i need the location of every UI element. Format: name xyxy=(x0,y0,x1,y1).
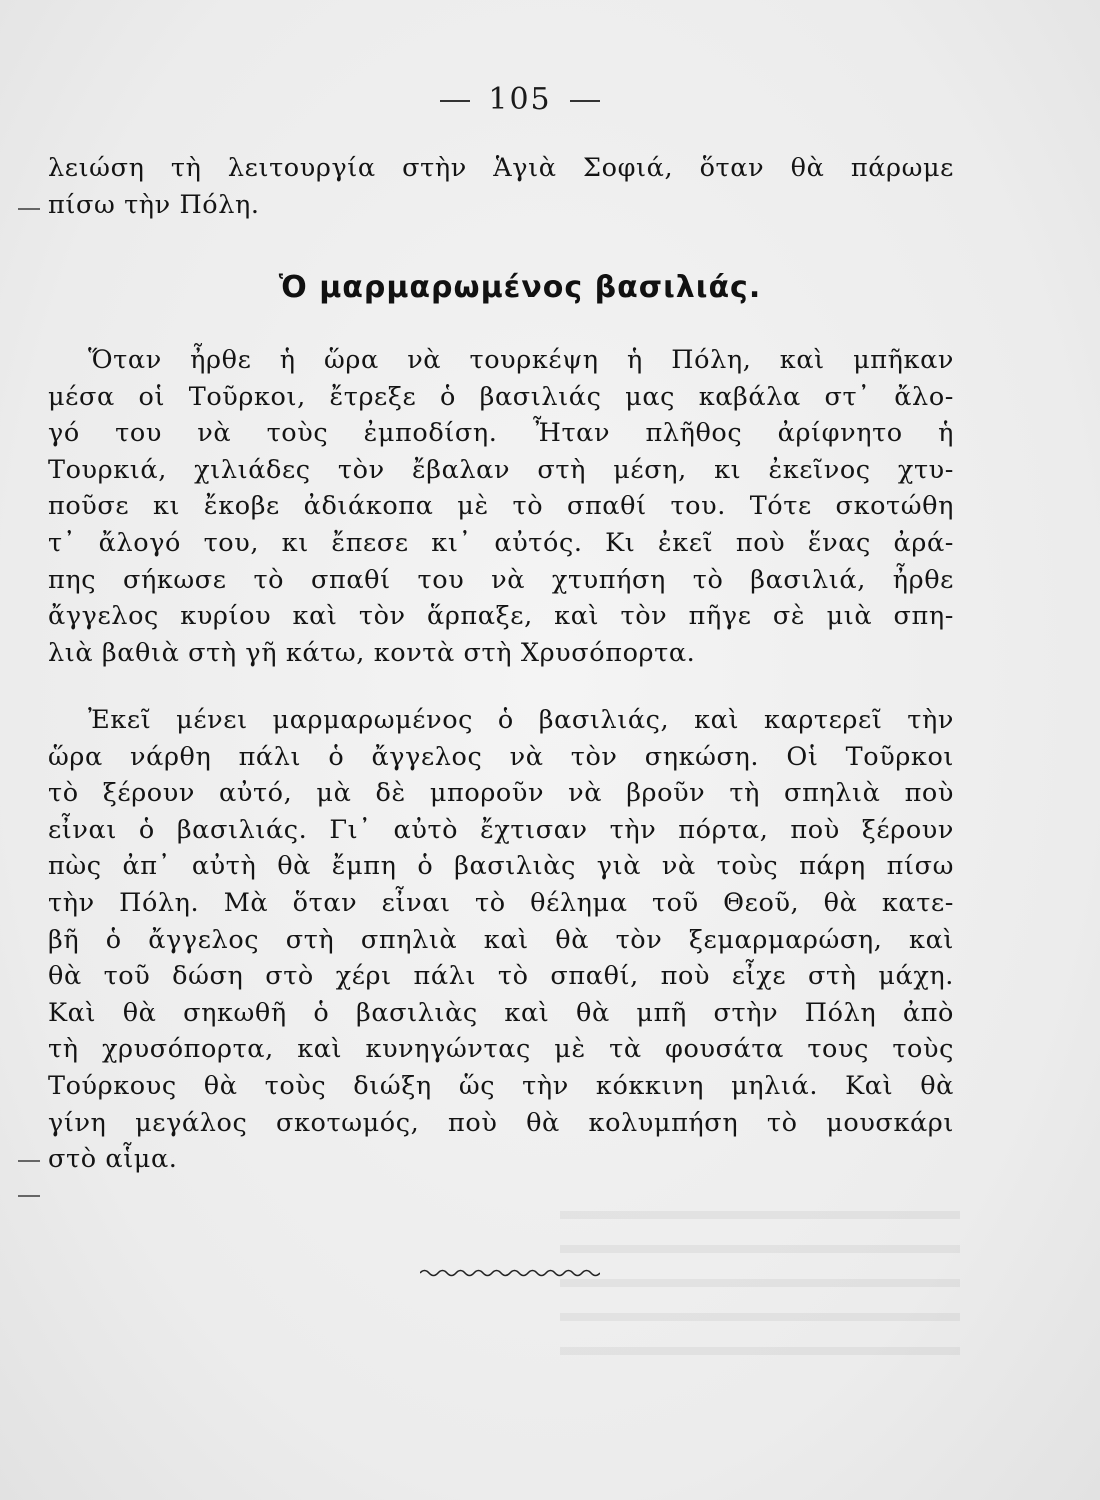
margin-mark xyxy=(18,208,40,210)
page-number-value: 105 xyxy=(488,82,552,117)
text-line: Τουρκιά, χιλιάδες τὸν ἔβαλαν στὴ μέση, κι ἐκεῖνος χτυ- xyxy=(48,454,954,485)
text-line: πὼς ἀπ᾽ αὐτὴ θὰ ἔμπη ὁ βασιλιὰς γιὰ νὰ τοὺς πάρη πίσω xyxy=(48,851,954,882)
text-line: τὴ χρυσόπορτα, καὶ κυνηγώντας μὲ τὰ φουσάτα τους τοὺς xyxy=(48,1034,954,1065)
intro-text xyxy=(48,150,954,223)
text-line: γίνη μεγάλος σκοτωμός, ποὺ θὰ κολυμπήση τὸ μουσκάρι xyxy=(48,1107,954,1138)
text-line: ποῦσε κι ἔκοβε ἀδιάκοπα μὲ τὸ σπαθί του. Τότε σκοτώθη xyxy=(48,491,954,522)
text-line: λειώση τὴ λειτουργία στὴν Ἁγιὰ Σοφιά, ὅταν θὰ πάρωμε xyxy=(48,153,954,183)
text-line: μέσα οἱ Τοῦρκοι, ἔτρεξε ὁ βασιλιάς μας καβάλα στ᾽ ἄλο- xyxy=(48,381,954,412)
wavy-divider xyxy=(420,1268,600,1278)
text-line: Καὶ θὰ σηκωθῆ ὁ βασιλιὰς καὶ θὰ μπῆ στὴν Πόλη ἀπὸ xyxy=(48,997,954,1028)
text-line: πης σήκωσε τὸ σπαθί του νὰ χτυπήση τὸ βασιλιά, ἦρθε xyxy=(48,564,954,595)
page-number-dash-left xyxy=(440,100,470,102)
text-line: Ὅταν ἦρθε ἡ ὥρα νὰ τουρκέψη ἡ Πόλη, καὶ μπῆκαν xyxy=(88,345,954,375)
section-heading: Ὁ μαρμαρωμένος βασιλιάς. xyxy=(278,270,762,305)
bleed-through-shadow xyxy=(560,1185,960,1365)
text-line: γό του νὰ τοὺς ἐμποδίση. Ἦταν πλῆθος ἀρίφνητο ἡ xyxy=(48,418,954,449)
text-line: θὰ τοῦ δώση στὸ χέρι πάλι τὸ σπαθί, ποὺ εἶχε στὴ μάχη. xyxy=(48,961,954,992)
text-line: τὸ ξέρουν αὐτό, μὰ δὲ μποροῦν νὰ βροῦν τὴ σπηλιὰ ποὺ xyxy=(48,778,954,809)
text-line: βῆ ὁ ἄγγελος στὴ σπηλιὰ καὶ θὰ τὸν ξεμαρμαρώση, καὶ xyxy=(48,924,954,955)
page-number-dash-right xyxy=(570,100,600,102)
margin-mark xyxy=(18,1195,40,1197)
text-line: ἄγγελος κυρίου καὶ τὸν ἅρπαξε, καὶ τὸν πῆγε σὲ μιὰ σπη- xyxy=(48,601,954,632)
text-line: στὸ αἷμα. xyxy=(48,1144,178,1175)
paragraph-2 xyxy=(48,702,954,1178)
text-line: Τούρκους θὰ τοὺς διώξη ὥς τὴν κόκκινη μηλιά. Καὶ θὰ xyxy=(48,1070,954,1101)
text-line: ὥρα νάρθη πάλι ὁ ἄγγελος νὰ τὸν σηκώση. Οἱ Τοῦρκοι xyxy=(48,741,954,772)
text-line: τ᾽ ἄλογό του, κι ἔπεσε κι᾽ αὐτός. Κι ἐκεῖ ποὺ ἕνας ἀρά- xyxy=(48,527,954,558)
page-number xyxy=(0,82,1040,117)
text-line: Ἐκεῖ μένει μαρμαρωμένος ὁ βασιλιάς, καὶ καρτερεῖ τὴν xyxy=(88,705,954,735)
text-line: λιὰ βαθιὰ στὴ γῆ κάτω, κοντὰ στὴ Χρυσόπορτα. xyxy=(48,637,696,668)
paragraph-1 xyxy=(48,342,954,671)
text-line: εἶναι ὁ βασιλιάς. Γι᾽ αὐτὸ ἔχτισαν τὴν πόρτα, ποὺ ξέρουν xyxy=(48,814,954,845)
text-line: τὴν Πόλη. Μὰ ὅταν εἶναι τὸ θέλημα τοῦ Θεοῦ, θὰ κατε- xyxy=(48,887,954,918)
margin-mark xyxy=(18,1160,40,1162)
text-line: πίσω τὴν Πόλη. xyxy=(48,189,260,220)
